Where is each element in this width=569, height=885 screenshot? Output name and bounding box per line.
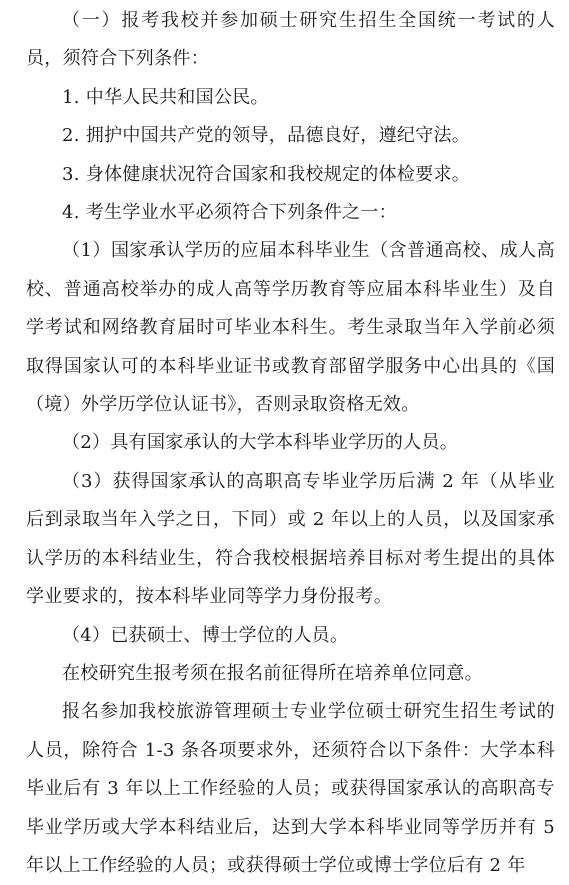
paragraph-subitem-2: （2）具有国家承认的大学本科毕业学历的人员。 — [62, 432, 459, 454]
paragraph-subitem-3: （3）获得国家承认的高职高专毕业学历后满 2 年（从毕业后到录取当年入学之日，下同）或 2 年以上的人员，以及国家承认学历的本科结业生，符合我校根据培养目标对考生提出的具体学业要求的，按本科毕业同等学力身份报考。 — [26, 470, 555, 608]
paragraph-item-3: 3. 身体健康状况符合国家和我校规定的体检要求。 — [62, 163, 471, 185]
paragraph-item-1: 1. 中华人民共和国公民。 — [62, 86, 269, 108]
paragraph-subitem-1: （1）国家承认学历的应届本科毕业生（含普通高校、成人高校、普通高校举办的成人高等学历教育等应届本科毕业生）及自学考试和网络教育届时可毕业本科生。考生录取当年入学前必须取得国家认可的本科毕业证书或教育部留学服务中心出具的《国（境）外学历学位认证书》，否则录取资格无效。 — [26, 240, 555, 416]
paragraph-item-2: 2. 拥护中国共产党的领导，品德良好，遵纪守法。 — [62, 125, 471, 147]
paragraph-item-4: 4. 考生学业水平必须符合下列条件之一： — [62, 202, 397, 224]
paragraph-subitem-4: （4）已获硕士、博士学位的人员。 — [62, 624, 349, 646]
paragraph-enrolled-students-note: 在校研究生报考须在报名前征得所在培养单位同意。 — [62, 662, 483, 684]
paragraph-section-one-intro: （一）报考我校并参加硕士研究生招生全国统一考试的人员，须符合下列条件： — [26, 10, 555, 70]
paragraph-tourism-management-requirements: 报名参加我校旅游管理硕士专业学位硕士研究生招生考试的人员，除符合 1-3 条各项要求外，还须符合以下条件：大学本科毕业后有 3 年以上工作经验的人员；或获得国家承认的高职高专毕业学历或大学本科结业后，达到大学本科毕业同等学历并有 5 年以上工作经验的人员；或获得硕士学位或博士学位后有 2 年 — [26, 701, 555, 876]
